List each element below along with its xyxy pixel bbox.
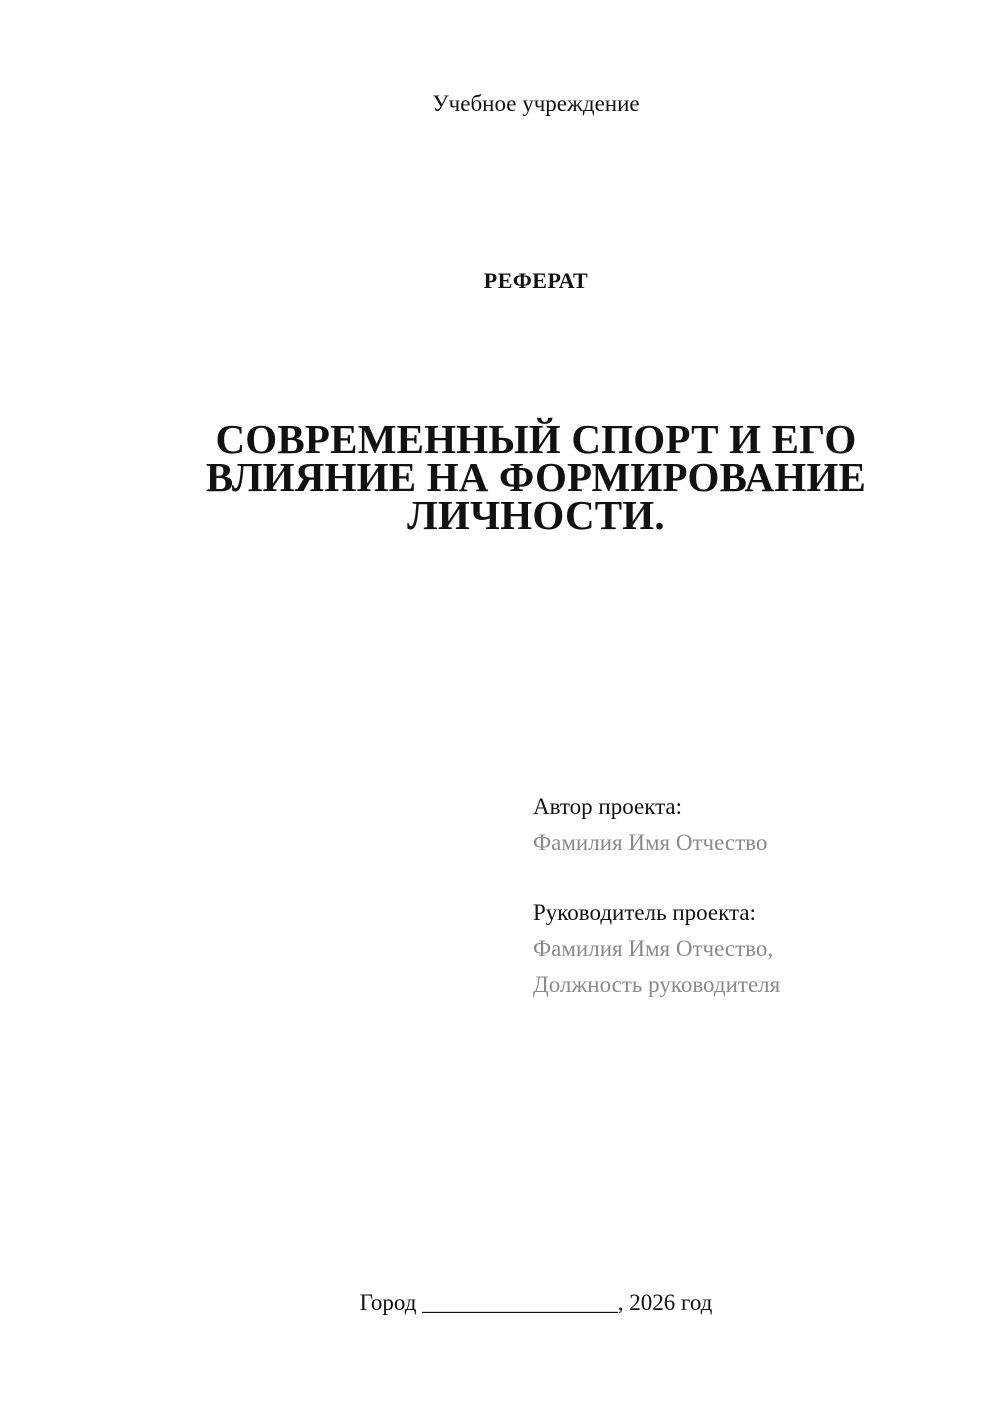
document-type: РЕФЕРАТ (483, 268, 589, 293)
supervisor-name-placeholder: Фамилия Имя Отчество, (533, 936, 774, 961)
author-label: Автор проекта: (533, 794, 682, 819)
supervisor-position-placeholder: Должность руководителя (533, 972, 781, 997)
city-year-line: Город _________________, 2026 год (359, 1290, 713, 1315)
supervisor-label: Руководитель проекта: (533, 900, 756, 925)
title-line: СОВРЕМЕННЫЙ СПОРТ И ЕГО (215, 416, 857, 462)
institution-name: Учебное учреждение (432, 91, 640, 116)
document-title (180, 416, 892, 538)
project-info-block (533, 789, 953, 1003)
author-name-placeholder: Фамилия Имя Отчество (533, 830, 768, 855)
title-line: ЛИЧНОСТИ. (407, 492, 665, 538)
title-line: ВЛИЯНИЕ НА ФОРМИРОВАНИЕ (205, 454, 867, 500)
